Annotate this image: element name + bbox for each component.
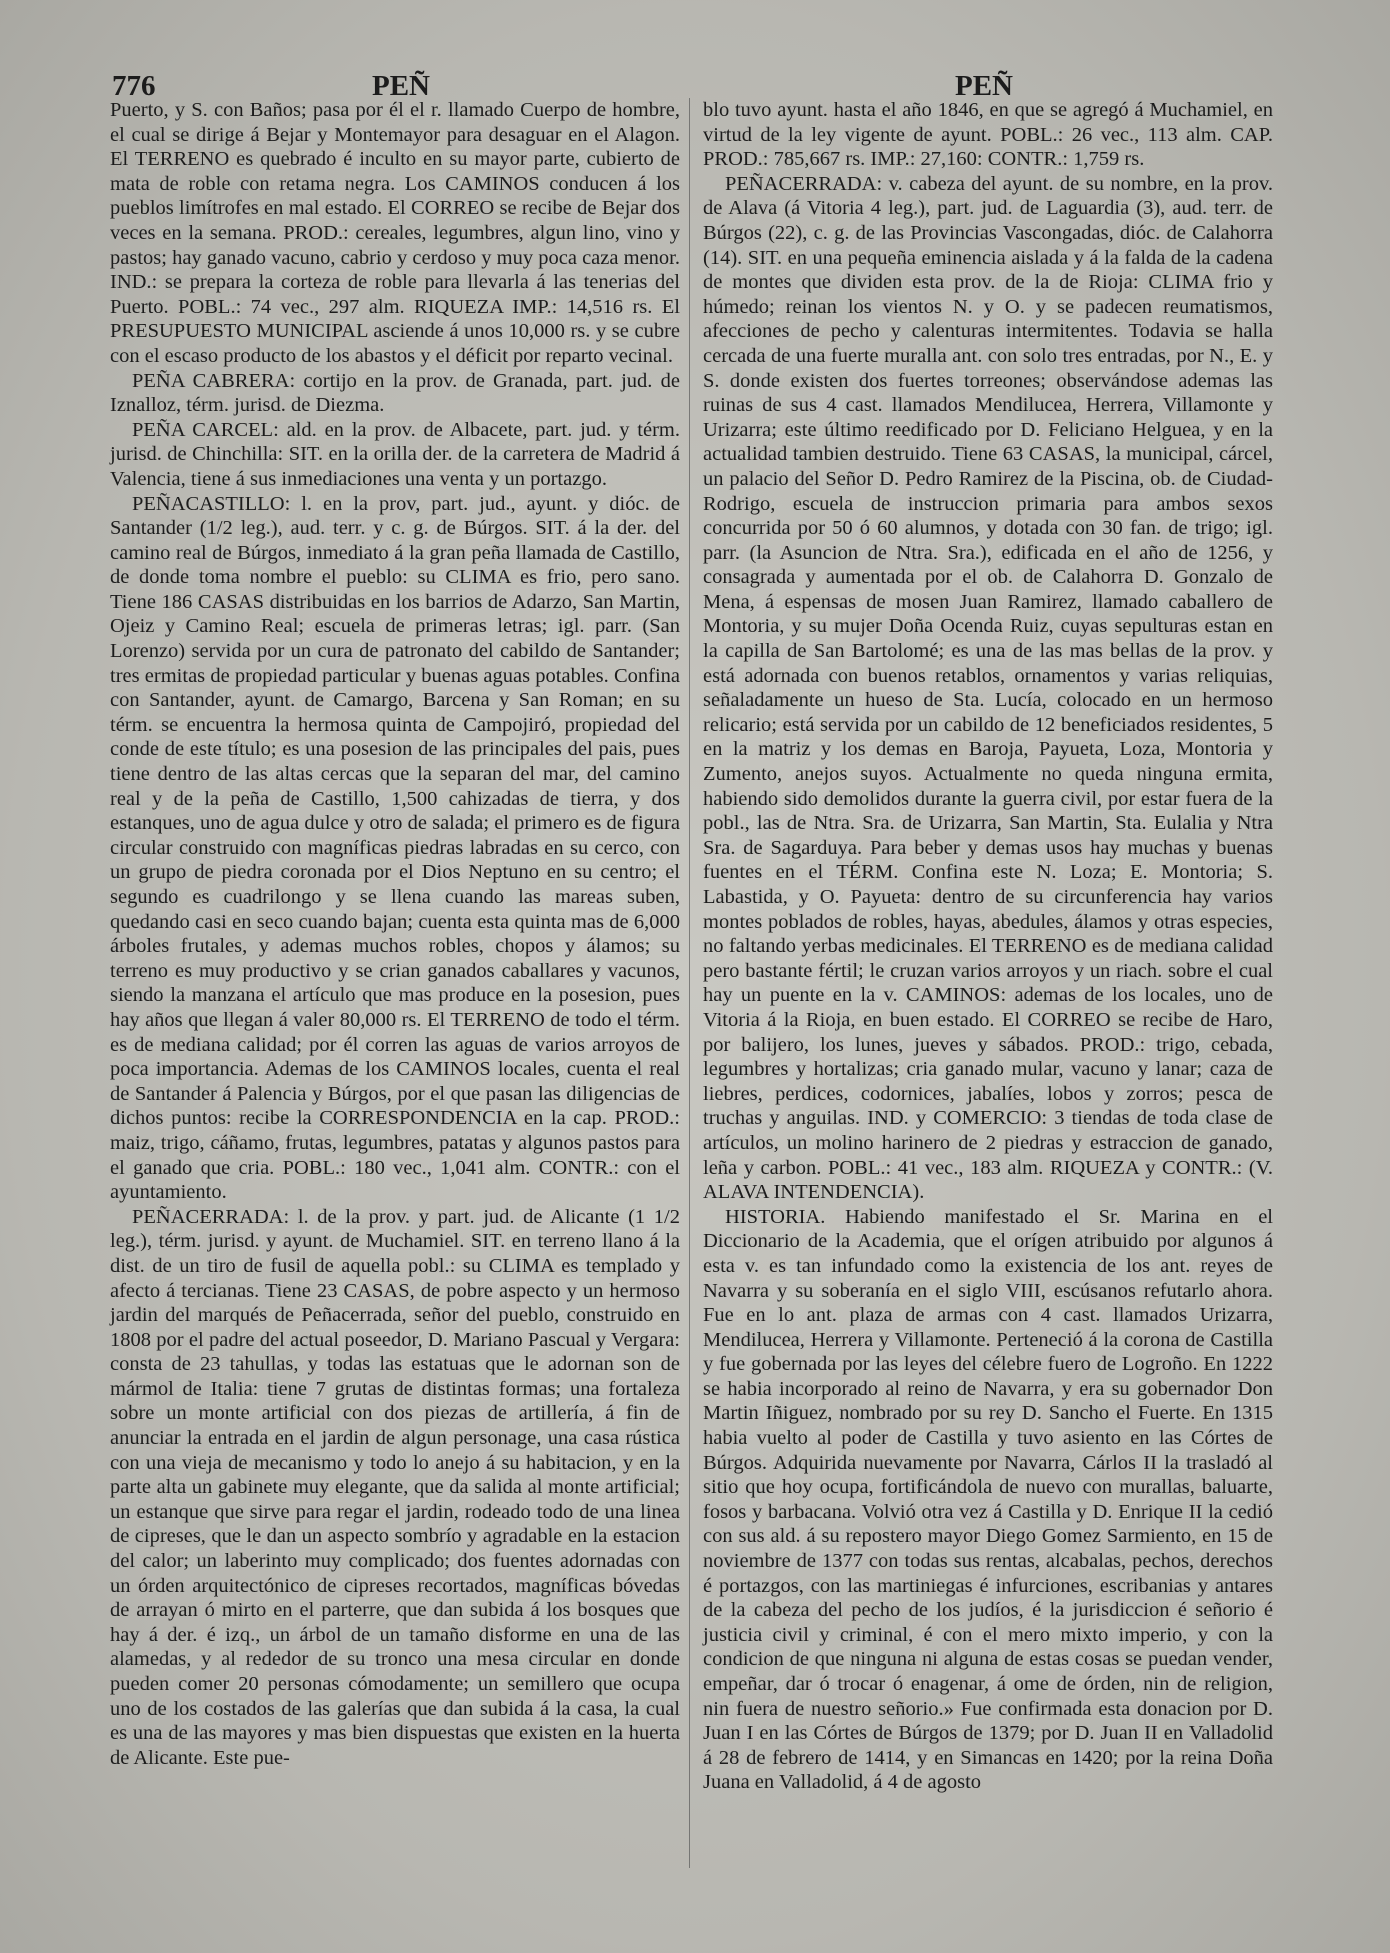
entry-continuation: Puerto, y S. con Baños; pasa por él el r. llamado Cuerpo de hombre, el cual se dirige á Bejar y Montemayor para desaguar en el Alagon. El TERRENO es quebrado é inculto en su mayor parte, cubierto de mata de roble con retama negra. Los CAMINOS conducen á los pueblos limítrofes en mal estado. El CORREO se recibe de Bejar dos veces en la semana. PROD.: cereales, legumbres, algun lino, vino y pastos; hay ganado vacuno, cabrio y cerdoso y muy poca caza menor. IND.: se prepara la corteza de roble para llevarla á las tenerias del Puerto. POBL.: 74 vec., 297 alm. RIQUEZA IMP.: 14,516 rs. El PRESUPUESTO MUNICIPAL asciende á unos 10,000 rs. y se cubre con el escaso producto de los abastos y el déficit por reparto vecinal. <box>110 99 680 367</box>
right-column <box>703 98 1273 1795</box>
page-number: 776 <box>112 70 156 102</box>
column-divider <box>689 98 690 1868</box>
entry-penacerrada-alava: PEÑACERRADA: v. cabeza del ayunt. de su nombre, en la prov. de Alava (á Vitoria 4 leg.), part. jud. de Laguardia (3), aud. terr. de Búrgos (22), c. g. de las Provincias Vascongadas, dióc. de Calahorra (14). SIT. en una pequeña eminencia aislada y á la falda de la cadena de montes que dividen esta prov. de la de Rioja: CLIMA frio y húmedo; reinan los vientos N. y O. y se padecen reumatismos, afecciones de pecho y calenturas intermitentes. Todavia se halla cercada de una fuerte muralla ant. con solo tres entradas, por N., E. y S. donde existen dos fuertes torreones; observándose ademas las ruinas de sus 4 cast. llamados Mendilucea, Herrera, Villamonte y Urizarra; este último reedificado por D. Feliciano Helguea, y en la actualidad tambien destruido. Tiene 63 CASAS, la municipal, cárcel, un palacio del Señor D. Pedro Ramirez de la Piscina, ob. de Ciudad-Rodrigo, escuela de instruccion primaria para ambos sexos concurrida por 50 ó 60 alumnos, y dotada con 30 fan. de trigo; igl. parr. (la Asuncion de Ntra. Sra.), edificada en el año de 1256, y consagrada y aumentada por el ob. de Calahorra D. Gonzalo de Mena, á espensas de mosen Juan Ramirez, llamado caballero de Montoria, y su mujer Doña Ocenda Ruiz, cuyas sepulturas estan en la capilla de San Bartolomé; es una de las mas bellas de la prov. y está adornada con buenos retablos, ornamentos y varias reliquias, señaladamente un hueso de Sta. Lucía, colocado en un hermoso relicario; está servida por un cabildo de 12 beneficiados residentes, 5 en la matriz y los demas en Baroja, Payueta, Loza, Montoria y Zumento, anejos suyos. Actualmente no queda ninguna ermita, habiendo sido demolidos durante la guerra civil, por estar fuera de la pobl., las de Ntra. Sra. de Urizarra, San Martin, Sta. Eulalia y Ntra Sra. de Sagarduya. Para beber y demas usos hay muchas y buenas fuentes en el TÉRM. Confina este N. Loza; E. Montoria; S. Labastida, y O. Payueta: dentro de su circunferencia hay varios montes poblados de robles, hayas, abedules, álamos y otras especies, no faltando yerbas medicinales. El TERRENO es de mediana calidad pero bastante fértil; le cruzan varios arroyos y un riach. sobre el cual hay un puente en la v. CAMINOS: ademas de los locales, uno de Vitoria á la Rioja, en buen estado. El CORREO se recibe de Haro, por balijero, los lunes, jueves y sábados. PROD.: trigo, cebada, legumbres y hortalizas; cria ganado mular, vacuno y lanar; caza de liebres, perdices, codornices, jabalíes, lobos y zorros; pesca de truchas y anguilas. IND. y COMERCIO: 3 tiendas de toda clase de artículos, un molino harinero de 2 piedras y estraccion de ganado, leña y carbon. POBL.: 41 vec., 183 alm. RIQUEZA y CONTR.: (V. ALAVA INTENDENCIA). <box>703 172 1273 1204</box>
left-column <box>110 98 680 1770</box>
entry-pena-cabrera: PEÑA CABRERA: cortijo en la prov. de Granada, part. jud. de Iznalloz, térm. jurisd. de Diezma. <box>110 369 680 417</box>
running-head-left: PEÑ <box>372 70 430 102</box>
entry-historia: HISTORIA. Habiendo manifestado el Sr. Marina en el Diccionario de la Academia, que el orígen atribuido por algunos á esta v. es tan infundado como la existencia de los ant. reyes de Navarra y su soberanía en el siglo VIII, escúsanos refutarlo ahora. Fue en lo ant. plaza de armas con 4 cast. llamados Urizarra, Mendilucea, Herrera y Villamonte. Perteneció á la corona de Castilla y fue gobernada por las leyes del célebre fuero de Logroño. En 1222 se habia incorporado al reino de Navarra, y era su gobernador Don Martin Iñiguez, nombrado por su rey D. Sancho el Fuerte. En 1315 habia vuelto al poder de Castilla y tuvo asiento en las Córtes de Búrgos. Adquirida nuevamente por Navarra, Cárlos II la trasladó al sitio que hoy ocupa, fortificándola de nuevo con murallas, baluarte, fosos y barbacana. Volvió otra vez á Castilla y D. Enrique II la cedió con sus ald. á su repostero mayor Diego Gomez Sarmiento, en 15 de noviembre de 1377 con todas sus rentas, alcabalas, pechos, derechos é portazgos, con las martiniegas é infurciones, escribanias y antares de la cabeza del pecho de los judíos, é la jurisdiccion é señorio é justicia civil y criminal, é con el mero mixto imperio, y con la condicion de que ninguna ni alguna de estas cosas se puedan vender, empeñar, dar ó trocar ó enagenar, á ome de órden, nin de religion, nin fuera de nuestro señorio.» Fue confirmada esta donacion por D. Juan I en las Córtes de Búrgos de 1379; por D. Juan II en Valladolid á 28 de febrero de 1414, y en Simancas en 1420; por la reina Doña Juana en Valladolid, á 4 de agosto <box>703 1205 1273 1794</box>
running-head-right: PEÑ <box>955 70 1013 102</box>
entry-continuation-right: blo tuvo ayunt. hasta el año 1846, en que se agregó á Muchamiel, en virtud de la ley vigente de ayunt. POBL.: 26 vec., 113 alm. CAP. PROD.: 785,667 rs. IMP.: 27,160: CONTR.: 1,759 rs. <box>703 99 1273 171</box>
entry-pena-carcel: PEÑA CARCEL: ald. en la prov. de Albacete, part. jud. y térm. jurisd. de Chinchilla: SIT. en la orilla der. de la carretera de Madrid á Valencia, tiene á sus inmediaciones una venta y un portazgo. <box>110 418 680 490</box>
entry-penacastillo: PEÑACASTILLO: l. en la prov, part. jud., ayunt. y dióc. de Santander (1/2 leg.), aud. terr. y c. g. de Búrgos. SIT. á la der. del camino real de Búrgos, inmediato á la gran peña llamada de Castillo, de donde toma nombre el pueblo: su CLIMA es frio, pero sano. Tiene 186 CASAS distribuidas en los barrios de Adarzo, San Martin, Ojeiz y Camino Real; escuela de primeras letras; igl. parr. (San Lorenzo) servida por un cura de patronato del cabildo de Santander; tres ermitas de propiedad particular y buenas aguas potables. Confina con Santander, ayunt. de Camargo, Barcena y San Roman; en su térm. se encuentra la hermosa quinta de Campojiró, propiedad del conde de este título; es una posesion de las principales del pais, pues tiene dentro de las altas cercas que la separan del mar, del camino real y de la peña de Castillo, 1,500 cahizadas de tierra, y dos estanques, uno de agua dulce y otro de salada; el primero es de figura circular construido con magníficas piedras labradas en su cerco, con un grupo de piedra coronada por el Dios Neptuno en su centro; el segundo es cuadrilongo y se llena cuando las mareas suben, quedando casi en seco cuando bajan; cuenta esta quinta mas de 6,000 árboles frutales, y ademas muchos robles, chopos y álamos; su terreno es muy productivo y se crian ganados caballares y vacunos, siendo la manzana el artículo que mas produce en la posesion, pues hay años que llegan á valer 80,000 rs. El TERRENO de todo el térm. es de mediana calidad; por él corren las aguas de varios arroyos de poca importancia. Ademas de los CAMINOS locales, cuenta el real de Santander á Palencia y Búrgos, por el que pasan las diligencias de dichos puntos: recibe la CORRESPONDENCIA en la cap. PROD.: maiz, trigo, cáñamo, frutas, legumbres, patatas y algunos pastos para el ganado que cria. POBL.: 180 vec., 1,041 alm. CONTR.: con el ayuntamiento. <box>110 492 680 1204</box>
entry-penacerrada-alicante: PEÑACERRADA: l. de la prov. y part. jud. de Alicante (1 1/2 leg.), térm. jurisd. y ayunt. de Muchamiel. SIT. en terreno llano á la dist. de un tiro de fusil de aquella pobl.: su CLIMA es templado y afecto á tercianas. Tiene 23 CASAS, de pobre aspecto y un hermoso jardin del marqués de Peñacerrada, señor del pueblo, construido en 1808 por el padre del actual poseedor, D. Mariano Pascual y Vergara: consta de 23 tahullas, y todas las estatuas que le adornan son de mármol de Italia: tiene 7 grutas de distintas formas; una fortaleza sobre un monte artificial con dos piezas de artillería, á fin de anunciar la entrada en el jardin de algun personage, una casa rústica con una vieja de mecanismo y todo lo anejo á su habitacion, y en la parte alta un gabinete muy elegante, que da salida al monte artificial; un estanque que sirve para regar el jardin, rodeado todo de una linea de cipreses, que le dan un aspecto sombrío y agradable en la estacion del calor; un laberinto muy complicado; dos fuentes adornadas con un órden arquitectónico de cipreses recortados, magníficas bóvedas de arrayan ó mirto en el parterre, que dan subida á los bosques que hay á der. é izq., un árbol de un tamaño disforme en una de las alamedas, y al rededor de su tronco una mesa circular en donde pueden comer 20 personas cómodamente; un semillero que ocupa uno de los costados de las galerías que dan subida á la casa, la cual es una de las mayores y mas bien dispuestas que existen en la huerta de Alicante. Este pue- <box>110 1205 680 1769</box>
